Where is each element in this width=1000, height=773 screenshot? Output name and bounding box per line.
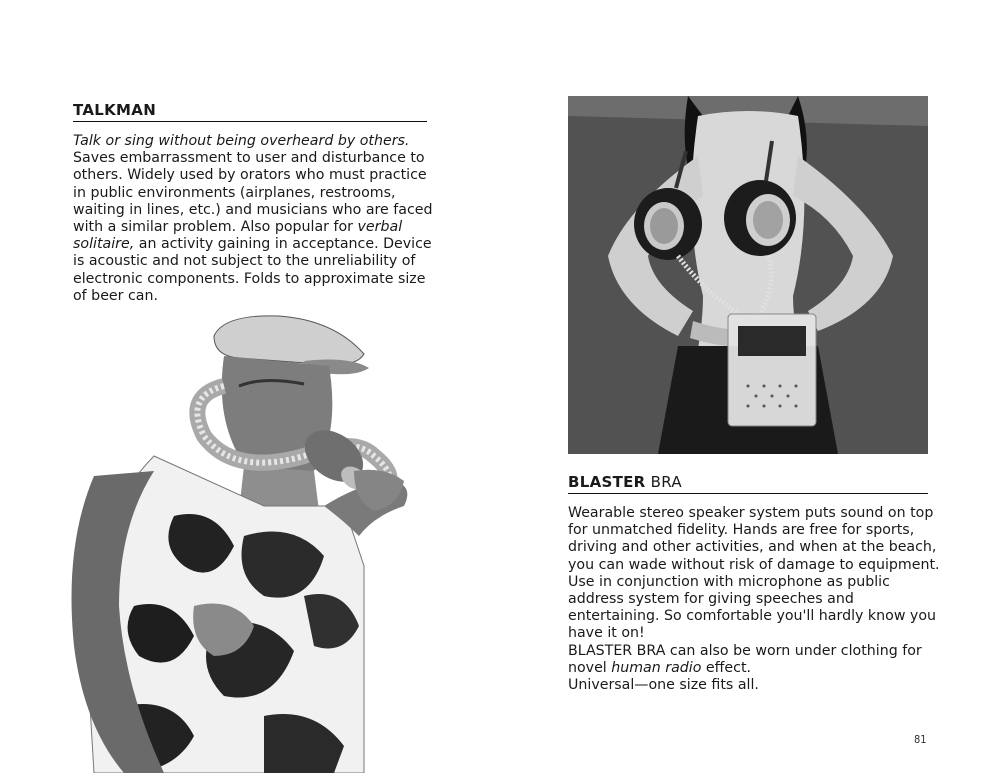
blaster-bra-p2-end: effect.	[701, 659, 752, 676]
talkman-italic-term: verbal solitaire,	[73, 219, 403, 253]
blaster-bra-p2-italic: human radio	[611, 659, 702, 676]
blaster-bra-paragraph-1: Wearable stereo speaker system puts sound on top for unmatched fidelity. Hands are free for sports, driving and other activities, and when at the beach, you can wade without risk of damage to equipment. Use in conjunction with microphone as public address system for giving speeches and entertaining. So comfortable you'll hardly know you have it on!	[568, 505, 940, 642]
blaster-bra-heading-light: BRA	[645, 473, 682, 491]
talkman-heading: TALKMAN	[73, 101, 427, 122]
talkman-intro: Talk or sing without being overheard by others.	[73, 133, 410, 149]
blaster-bra-description	[568, 505, 940, 694]
page-number: 81	[914, 733, 927, 746]
talkman-description	[73, 133, 433, 305]
blaster-bra-photo	[568, 96, 928, 454]
talkman-body-part-1: Saves embarrassment to user and disturbance to others. Widely used by orators who must practice in public environments (airplanes, restrooms, waiting in lines, etc.) and musicians who are faced with a similar problem. Also popular for	[73, 150, 433, 236]
blaster-bra-p2-start: BLASTER BRA can also be worn under clothing for novel	[568, 642, 922, 676]
blaster-bra-heading-bold: BLASTER	[568, 473, 646, 491]
talkman-photo	[64, 306, 424, 773]
right-page	[500, 0, 1000, 773]
blaster-bra-paragraph-3: Universal—one size fits all.	[568, 677, 759, 694]
blaster-bra-heading	[568, 473, 928, 494]
talkman-body-part-2: an activity gaining in acceptance. Device is acoustic and not subject to the unreliability of electronic components. Folds to approximate size of beer can.	[73, 236, 432, 304]
blaster-bra-paragraph-2	[568, 643, 940, 677]
